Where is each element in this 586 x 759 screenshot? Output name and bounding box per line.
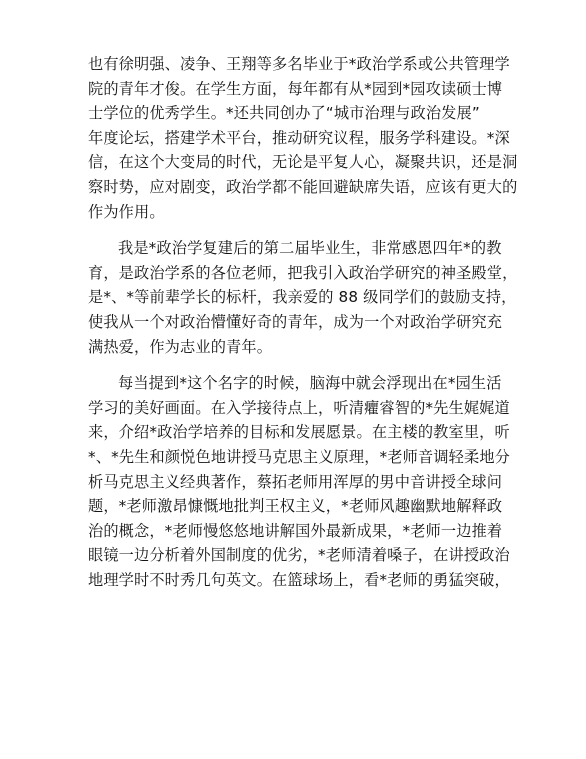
- paragraph-line: 察时势，应对剧变，政治学都不能回避缺席失语，应该有更大的: [88, 177, 518, 196]
- paragraph-line: 满热爱，作为志业的青年。: [88, 337, 273, 356]
- paragraph-line: 治的概念，*老师慢悠悠地讲解国外最新成果，*老师一边推着: [88, 521, 503, 540]
- paragraph-line: 院的青年才俊。在学生方面，每年都有从*园到*园攻读硕士博: [88, 79, 503, 98]
- paragraph-gap: [88, 359, 508, 371]
- paragraph-line: 每当提到*这个名字的时候，脑海中就会浮现出在*园生活: [118, 374, 502, 393]
- paragraph-line: 题，*老师激昂慷慨地批判王权主义，*老师风趣幽默地解释政: [88, 497, 503, 516]
- paragraph-line: *、*先生和颜悦色地讲授马克思主义原理，*老师音调轻柔地分: [88, 447, 511, 466]
- paragraph-line: 信，在这个大变局的时代，无论是平复人心，凝聚共识，还是洞: [88, 153, 518, 172]
- paragraph-line: 眼镜一边分析着外国制度的优劣，*老师清着嗓子，在讲授政治: [88, 546, 510, 565]
- paragraph-line: 育，是政治学系的各位老师，把我引入政治学研究的神圣殿堂，: [88, 263, 518, 282]
- paragraph-line: 析马克思主义经典著作，蔡拓老师用浑厚的男中音讲授全球问: [88, 472, 503, 491]
- paragraph-line: 也有徐明强、凌争、王翔等多名毕业于*政治学系或公共管理学: [88, 55, 510, 73]
- paragraph-line: 作为作用。: [88, 202, 165, 221]
- paragraph-line: 来，介绍*政治学培养的目标和发展愿景。在主楼的教室里，听: [88, 423, 510, 442]
- paragraph-3: [88, 371, 511, 592]
- paragraph-line: 士学位的优秀学生。*还共同创办了“城市治理与政治发展”: [88, 104, 480, 123]
- paragraph-line: 地理学时不时秀几句英文。在篮球场上，看*老师的勇猛突破，: [88, 570, 510, 589]
- paragraph-2: [88, 236, 518, 359]
- paragraph-gap: [88, 224, 508, 236]
- document-body: [88, 52, 518, 592]
- paragraph-line: 年度论坛，搭建学术平台，推动研究议程，服务学科建设。*深: [88, 128, 510, 147]
- paragraph-line: 使我从一个对政治懵懂好奇的青年，成为一个对政治学研究充: [88, 312, 503, 331]
- paragraph-line: 是*、*等前辈学长的标杆，我亲爱的 88 级同学们的鼓励支持，: [88, 288, 517, 307]
- paragraph-1: [88, 52, 518, 224]
- paragraph-line: 我是*政治学复建后的第二届毕业生，非常感恩四年*的教: [118, 239, 502, 258]
- paragraph-line: 学习的美好画面。在入学接待点上，听清癯睿智的*先生娓娓道: [88, 398, 510, 417]
